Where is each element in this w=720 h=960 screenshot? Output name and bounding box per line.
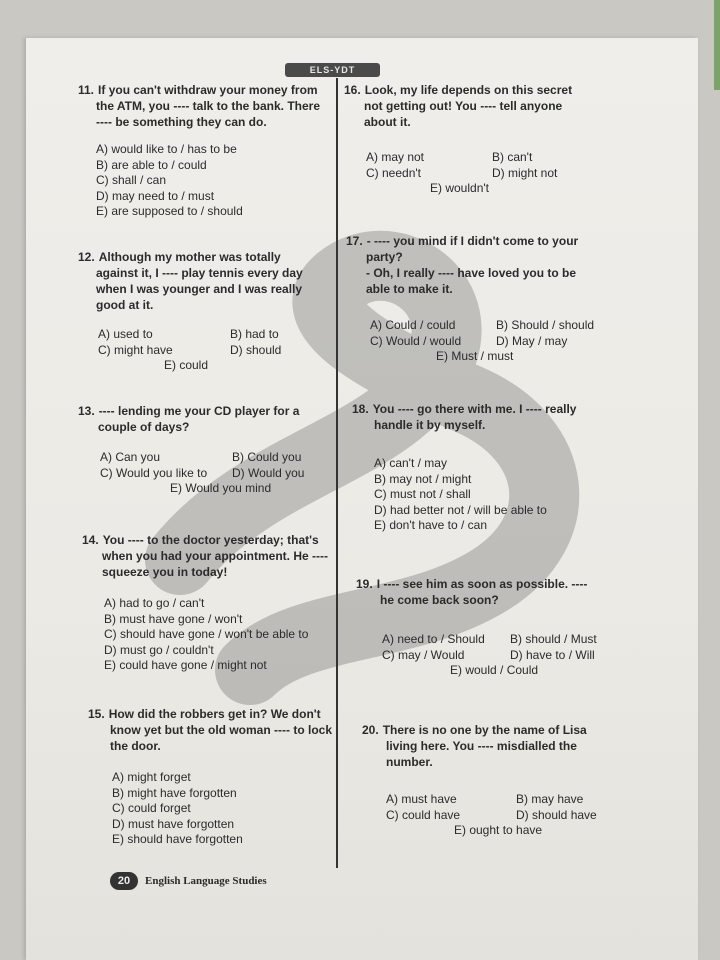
options-14 (104, 596, 334, 674)
option-d[interactable]: D) may need to / must (96, 188, 215, 203)
option-b[interactable]: B) can't (492, 150, 533, 164)
options-11 (96, 142, 326, 220)
option-e[interactable]: E) are supposed to / should (96, 204, 243, 218)
option-d[interactable]: D) must have forgotten (112, 816, 235, 831)
option-e[interactable]: E) could have gone / might not (104, 658, 267, 672)
option-c[interactable]: C) Would / would (370, 333, 462, 348)
options-20 (386, 792, 626, 839)
option-c[interactable]: C) could forget (112, 801, 191, 815)
option-e[interactable]: E) don't have to / can (374, 518, 488, 532)
question-12: 12. Although my mother was totally against it, I ---- play tennis every day when I was younger and I was really good at it. (78, 250, 303, 312)
option-e[interactable]: E) ought to have (454, 823, 543, 837)
question-17: 17. - ---- you mind if I didn't come to your party? - Oh, I really ---- have loved you to be able to make it. (346, 234, 579, 296)
question-16: 16. Look, my life depends on this secret not getting out! You ---- tell anyone about it. (344, 83, 573, 129)
question-11: 11. If you can't withdraw your money from the ATM, you ---- talk to the bank. There ---- be something they can do. (78, 83, 321, 129)
option-c[interactable]: C) must not / shall (374, 487, 471, 501)
option-a[interactable]: A) might forget (112, 770, 191, 784)
option-a[interactable]: A) Could / could (370, 318, 456, 332)
question-13: 13. ---- lending me your CD player for a couple of days? (78, 404, 300, 434)
option-e[interactable]: E) should have forgotten (112, 832, 243, 846)
option-e[interactable]: E) would / Could (450, 663, 539, 677)
option-d[interactable]: D) had better not / will be able to (374, 502, 547, 517)
option-a[interactable]: A) had to go / can't (104, 596, 205, 610)
option-b[interactable]: B) might have forgotten (112, 785, 237, 800)
option-c[interactable]: C) Would you like to (100, 465, 208, 480)
option-e[interactable]: E) Would you mind (170, 481, 272, 495)
options-19 (382, 632, 622, 679)
option-c[interactable]: C) should have gone / won't be able to (104, 627, 309, 641)
option-b[interactable]: B) should / Must (510, 632, 597, 646)
option-d[interactable]: D) should (230, 342, 282, 357)
options-16 (366, 150, 596, 197)
option-c[interactable]: C) might have (98, 342, 173, 357)
option-c[interactable]: C) needn't (366, 165, 421, 180)
option-a[interactable]: A) Can you (100, 450, 161, 464)
option-b[interactable]: B) Should / should (496, 318, 595, 332)
options-17 (370, 318, 610, 365)
question-18: 18. You ---- go there with me. I ---- really handle it by myself. (352, 402, 577, 432)
question-19: 19. I ---- see him as soon as possible. ---- he come back soon? (356, 577, 588, 607)
option-b[interactable]: B) are able to / could (96, 157, 207, 172)
option-d[interactable]: D) must go / couldn't (104, 642, 214, 657)
option-d[interactable]: D) May / may (496, 333, 568, 348)
options-12 (98, 327, 328, 374)
option-e[interactable]: E) Must / must (436, 349, 514, 363)
page-number: 20 (110, 872, 138, 890)
section-badge: ELS-YDT (285, 63, 380, 77)
option-a[interactable]: A) may not (366, 150, 425, 164)
option-c[interactable]: C) shall / can (96, 173, 167, 187)
question-15: 15. How did the robbers get in? We don't know yet but the old woman ---- to lock the door. (88, 707, 332, 753)
options-13 (100, 450, 330, 497)
option-d[interactable]: D) should have (516, 807, 597, 822)
option-a[interactable]: A) need to / Should (382, 632, 485, 646)
option-b[interactable]: B) may not / might (374, 471, 472, 486)
question-20: 20. There is no one by the name of Lisa living here. You ---- misdialled the number. (362, 723, 587, 769)
option-a[interactable]: A) must have (386, 792, 457, 806)
option-a[interactable]: A) can't / may (374, 456, 447, 470)
option-a[interactable]: A) used to (98, 327, 153, 341)
option-b[interactable]: B) Could you (232, 450, 302, 464)
option-c[interactable]: C) may / Would (382, 647, 465, 662)
option-b[interactable]: B) may have (516, 792, 584, 806)
question-14: 14. You ---- to the doctor yesterday; that's when you had your appointment. He ---- squeeze you in today! (82, 533, 328, 579)
footer-title: English Language Studies (145, 875, 267, 887)
option-c[interactable]: C) could have (386, 807, 461, 822)
option-b[interactable]: B) had to (230, 327, 279, 341)
option-a[interactable]: A) would like to / has to be (96, 142, 237, 156)
option-b[interactable]: B) must have gone / won't (104, 611, 243, 626)
options-15 (112, 770, 332, 848)
option-e[interactable]: E) could (164, 358, 209, 372)
option-d[interactable]: D) might not (492, 165, 558, 180)
page-edge (714, 0, 720, 90)
options-18 (374, 456, 614, 534)
option-d[interactable]: D) have to / Will (510, 647, 595, 662)
option-e[interactable]: E) wouldn't (430, 181, 489, 195)
option-d[interactable]: D) Would you (232, 465, 305, 480)
